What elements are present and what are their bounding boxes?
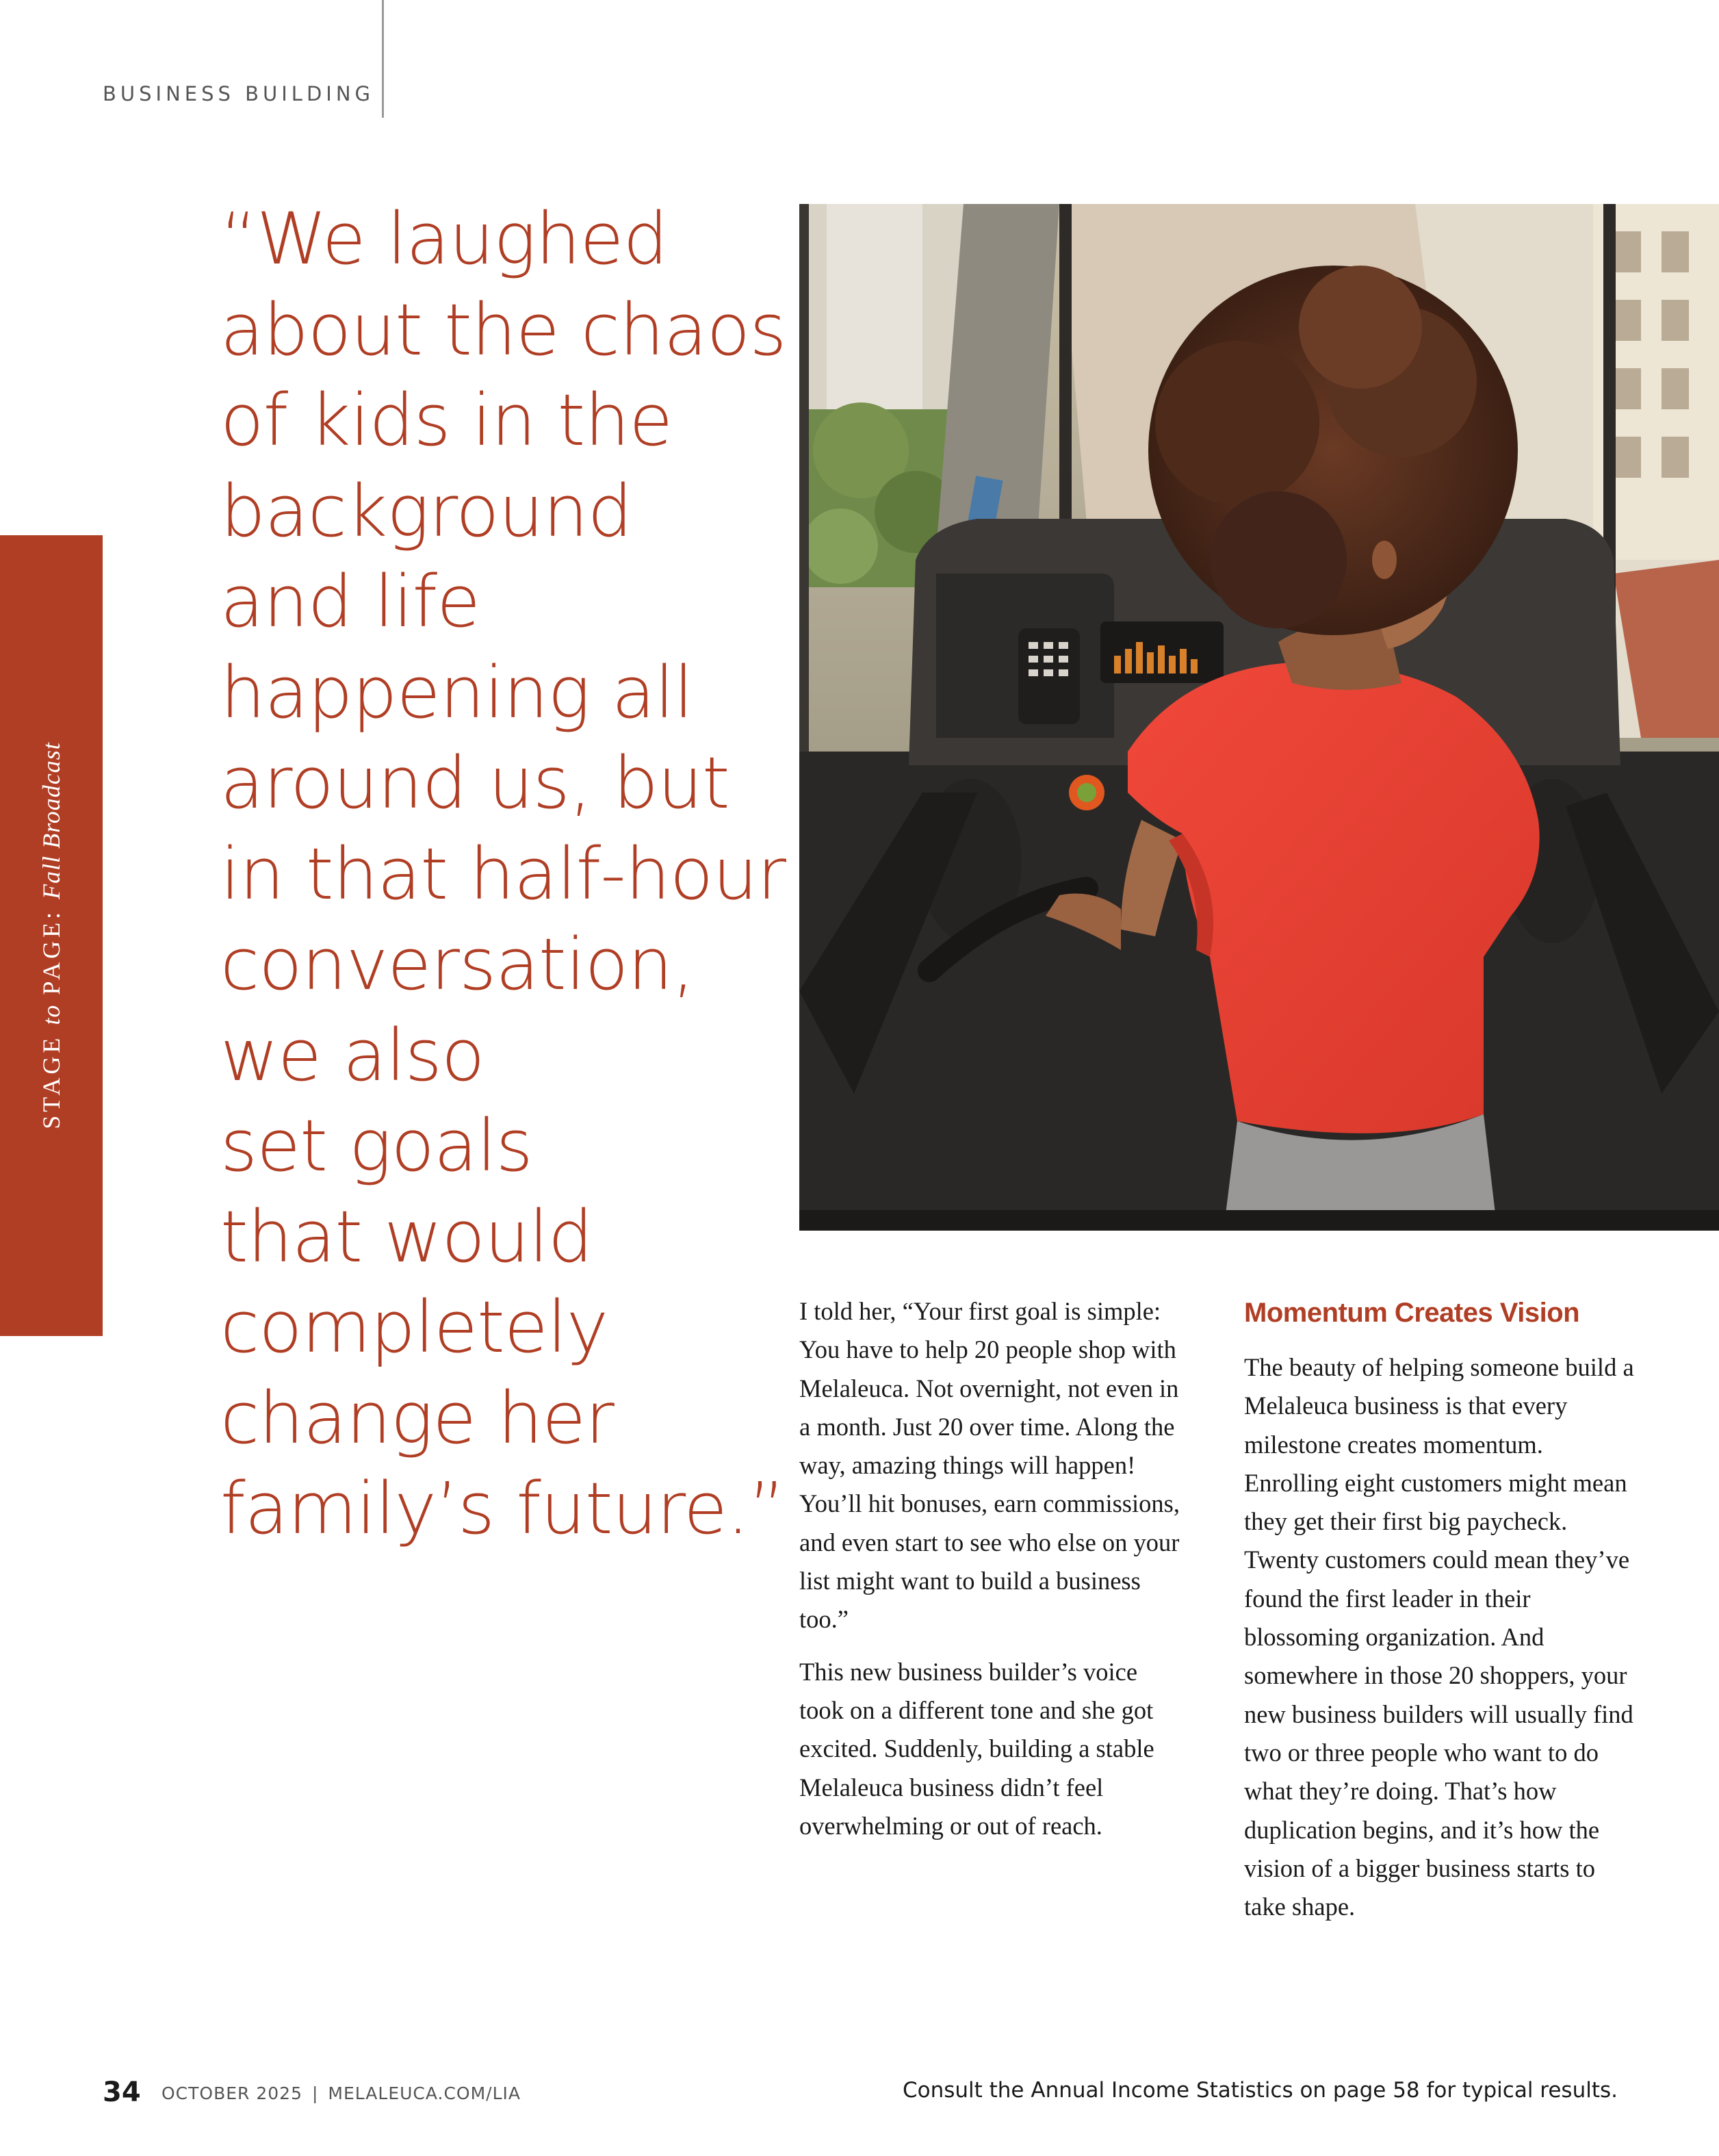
pull-quote-line: around us, but — [220, 741, 729, 825]
pull-quote-line: of kids in the — [220, 378, 673, 462]
side-tab-broadcast: Fall Broadcast — [38, 742, 65, 899]
pull-quote-line: set goals — [220, 1104, 532, 1188]
income-disclaimer: Consult the Annual Income Statistics on page 58 for typical results. — [902, 2078, 1618, 2103]
body-column-two — [1244, 1292, 1641, 1926]
pull-quote-line: “We laughed — [220, 197, 668, 281]
section-heading: Momentum Creates Vision — [1244, 1298, 1580, 1328]
body-paragraph: This new business builder’s voice took on a different tone and she got excited. Suddenly, building a stable Melaleuca business didn’t feel overwhelming or out of reach. — [799, 1657, 1154, 1840]
pull-quote-line: and life — [220, 560, 480, 643]
pull-quote-line: change her — [220, 1376, 614, 1460]
issue-date: OCTOBER 2025 — [161, 2083, 302, 2103]
woman-on-treadmill-photo — [799, 204, 1719, 1231]
pull-quote-line: in that half-hour — [220, 832, 786, 916]
side-tab-to: to — [38, 1004, 65, 1025]
pull-quote-line: about the chaos — [220, 287, 786, 372]
pull-quote-line: that would — [220, 1194, 593, 1279]
pull-quote-line: completely — [220, 1285, 608, 1369]
body-paragraph: I told her, “Your first goal is simple: You have to help 20 people shop with Melaleuca. Not overnight, not even in a month. Just 20 over time. Along the way, amazing things will happen! You’ll hit bonuses, earn commissions, and even start to see who else on your list might want to build a business too.” — [799, 1297, 1180, 1634]
footer-separator: | — [311, 2083, 319, 2103]
side-tab-page: PAGE: — [38, 908, 65, 995]
pull-quote-line: family’s future.” — [220, 1467, 785, 1550]
pull-quote-line: happening all — [220, 650, 693, 734]
side-tab-label — [37, 742, 66, 1129]
side-tab-stage: STAGE — [38, 1034, 65, 1129]
pull-quote-line: conversation, — [220, 923, 695, 1006]
footer-meta — [161, 2083, 521, 2103]
website-link[interactable]: MELALEUCA.COM/LIA — [328, 2083, 521, 2103]
pull-quote-line: background — [220, 469, 632, 553]
section-label: BUSINESS BUILDING — [103, 82, 375, 105]
body-paragraph: The beauty of helping someone build a Melaleuca business is that every milestone creates momentum. Enrolling eight customers might mean they get their first big paycheck. Twenty customers could mean they’ve found the first leader in their blossoming organization. And somewhere in those 20 shoppers, your new business builders will usually find two or three people who want to do what they’re doing. That’s how duplication begins, and it’s how the vision of a bigger business starts to take shape. — [1244, 1353, 1634, 1921]
side-tab — [0, 535, 103, 1336]
body-column-one — [799, 1292, 1182, 1845]
pull-quote — [220, 194, 786, 1554]
page-number: 34 — [103, 2077, 141, 2108]
pull-quote-line: we also — [220, 1013, 484, 1097]
header-divider — [382, 0, 384, 118]
